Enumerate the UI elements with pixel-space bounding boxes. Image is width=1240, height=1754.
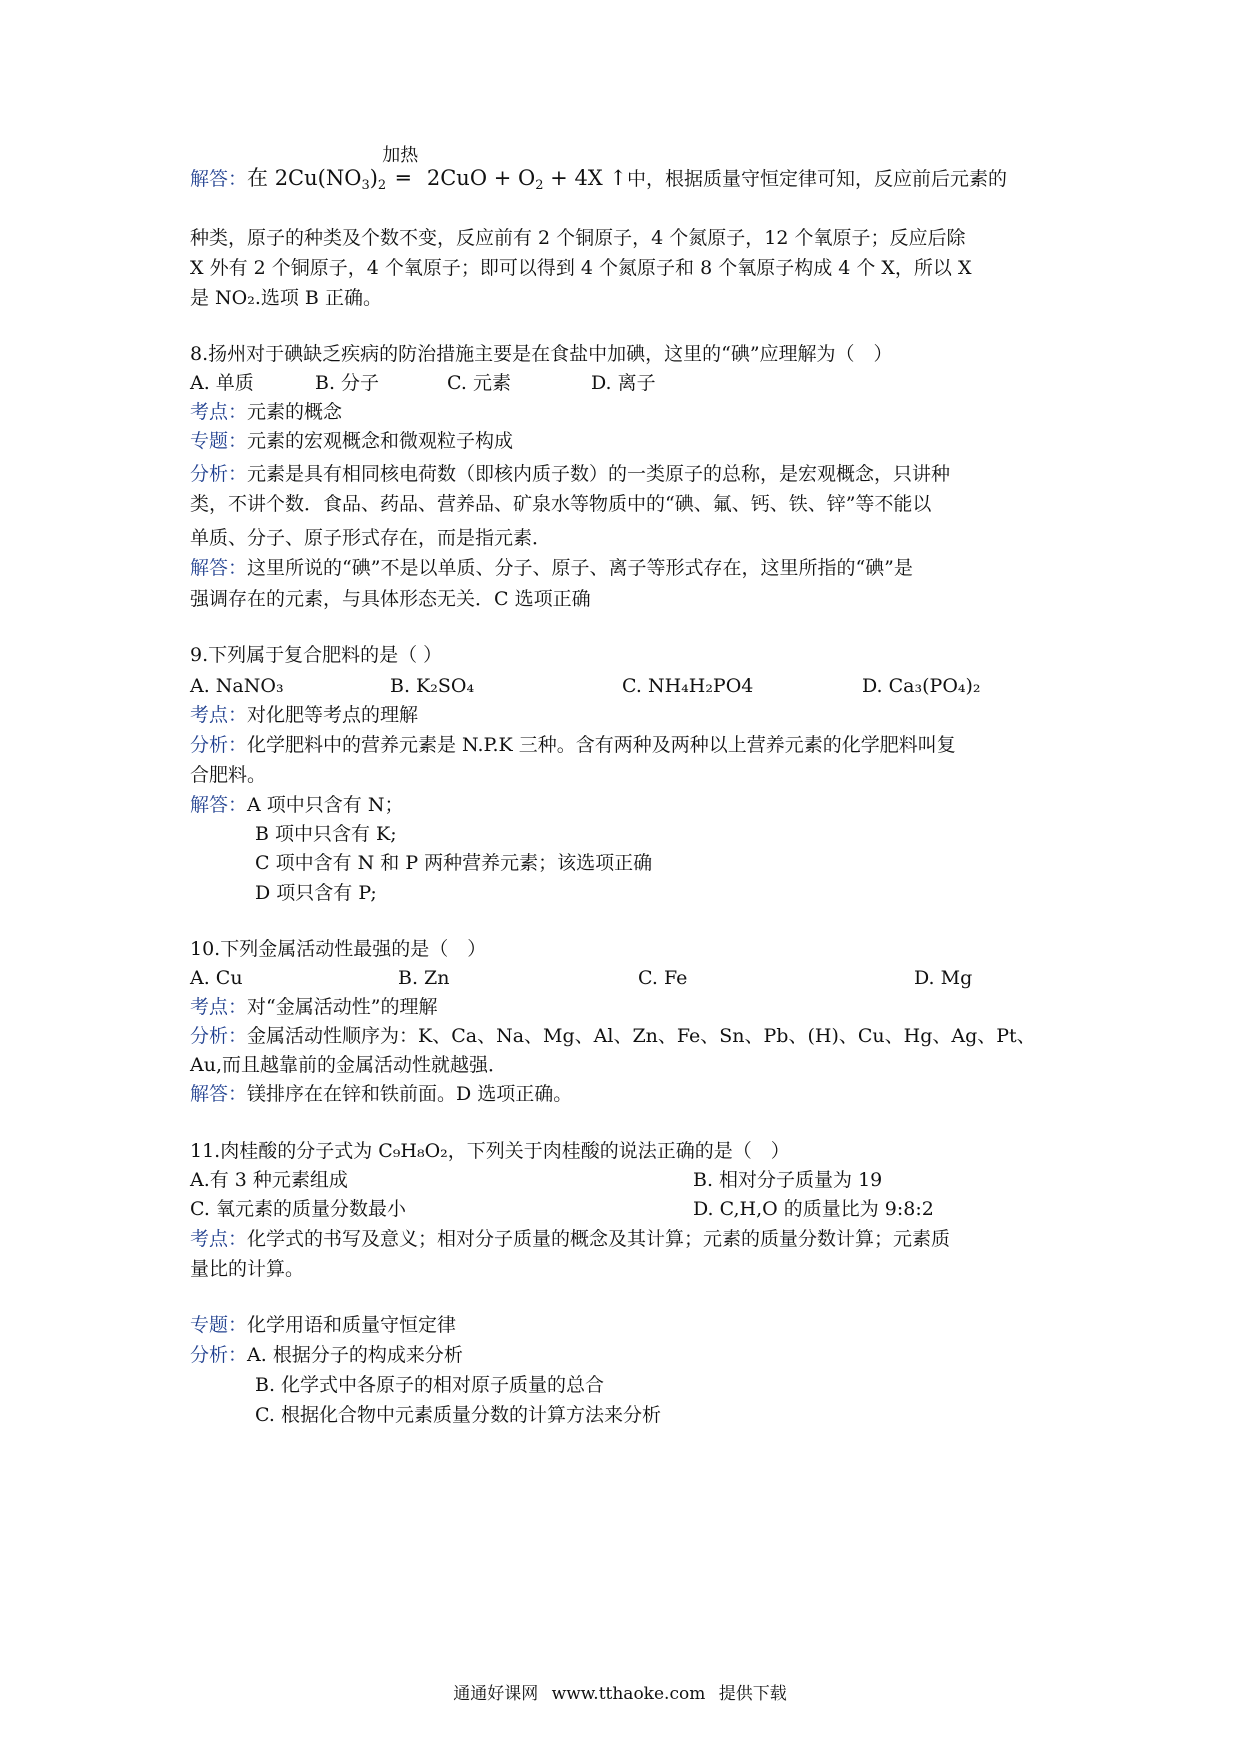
reaction-arrow: ═ [396,166,410,190]
option-a: A. 单质 [190,372,254,394]
option-c: C. 氧元素的质量分数最小 [190,1198,406,1220]
equation-line: 解答：在 $2Cu(NO_3)_2$ 加热 ═ $2CuO + O_2 + 4X$ ↑中，根据质量守恒定律可知，反应前后元素的 [190,145,1008,193]
jieda-row: 解答：A 项中只含有 N； [190,794,404,816]
kaodian-row: 考点：化学式的书写及意义；相对分子质量的概念及其计算；元素的质量分数计算；元素质 [190,1228,951,1250]
kaodian-text: 量比的计算。 [190,1258,305,1280]
fenxi-row: 分析：元素是具有相同核电荷数（即核内质子数）的一类原子的总称，是宏观概念，只讲种 [190,463,951,485]
kaodian-row: 考点：对化肥等考点的理解 [190,704,419,726]
option-b: B. 分子 [315,372,380,394]
fenxi-text: B. 化学式中各原子的相对原子质量的总合 [255,1374,605,1396]
fenxi-row: 分析：金属活动性顺序为：K、Ca、Na、Mg、Al、Zn、Fe、Sn、Pb、(H)、Cu、Hg、Ag、Pt、 [190,1025,1036,1047]
question-stem: 11.肉桂酸的分子式为 C₉H₈O₂，下列关于肉桂酸的说法正确的是（ ） [190,1140,790,1162]
fenxi-row: 分析：A. 根据分子的构成来分析 [190,1344,463,1366]
option-a: A.有 3 种元素组成 [190,1169,348,1191]
footer-url[interactable]: www.tthaoke.com [551,1684,706,1704]
jieda-text: 强调存在的元素，与具体形态无关．C 选项正确 [190,588,591,610]
question-stem: 9.下列属于复合肥料的是（ ） [190,644,443,666]
jieda-text: D 项只含有 P; [255,882,377,904]
option-d: D. 离子 [591,372,656,394]
option-c: C. NH₄H₂PO4 [622,675,754,697]
kaodian-row: 考点：元素的概念 [190,401,343,423]
option-b: B. 相对分子质量为 19 [693,1169,883,1191]
option-d: D. Ca₃(PO₄)₂ [862,675,981,697]
fenxi-text: 合肥料。 [190,764,267,786]
jieda-row: 解答：这里所说的“碘”不是以单质、分子、原子、离子等形式存在，这里所指的“碘”是 [190,557,913,579]
option-c: C. 元素 [447,372,511,394]
option-a: A. NaNO₃ [190,675,284,697]
zhuanti-row: 专题：化学用语和质量守恒定律 [190,1314,457,1336]
page-footer [0,1682,1240,1706]
option-d: D. Mg [914,967,973,989]
fenxi-text: Au,而且越靠前的金属活动性就越强． [190,1054,507,1076]
fenxi-text: C. 根据化合物中元素质量分数的计算方法来分析 [255,1404,661,1426]
jieda-text: B 项中只含有 K; [255,823,397,845]
option-b: B. Zn [398,967,450,989]
answer-text: 种类，原子的种类及个数不变，反应前有 2 个铜原子，4 个氮原子，12 个氧原子；反应后除 [190,227,966,249]
reaction-condition: 加热 [382,145,419,166]
zhuanti-row: 专题：元素的宏观概念和微观粒子构成 [190,430,514,452]
footer-note: 提供下载 [718,1684,787,1704]
question-stem: 8.扬州对于碘缺乏疾病的防治措施主要是在食盐中加碘，这里的“碘”应理解为（ ） [190,343,893,365]
fenxi-row: 分析：化学肥料中的营养元素是 N.P.K 三种。含有两种及两种以上营养元素的化学肥料叫复 [190,734,956,756]
option-a: A. Cu [190,967,243,989]
jieda-text: C 项中含有 N 和 P 两种营养元素；该选项正确 [255,852,653,874]
question-stem: 10.下列金属活动性最强的是（ ） [190,938,487,960]
option-d: D. C,H,O 的质量比为 9:8:2 [693,1198,934,1220]
answer-label: 解答： [190,168,248,190]
fenxi-text: 类，不讲个数．食品、药品、营养品、矿泉水等物质中的“碘、氟、钙、铁、锌”等不能以 [190,493,932,515]
jieda-row: 解答：镁排序在在锌和铁前面。D 选项正确。 [190,1083,573,1105]
answer-text: 是 NO₂.选项 B 正确。 [190,287,382,309]
kaodian-row: 考点：对“金属活动性”的理解 [190,996,438,1018]
option-b: B. K₂SO₄ [390,675,475,697]
fenxi-text: 单质、分子、原子形式存在，而是指元素． [190,527,552,549]
footer-site-name: 通通好课网 [453,1684,539,1704]
option-c: C. Fe [638,967,688,989]
answer-text: X 外有 2 个铜原子，4 个氧原子；即可以得到 4 个氮原子和 8 个氧原子构成 4 个 X，所以 X [190,257,972,279]
